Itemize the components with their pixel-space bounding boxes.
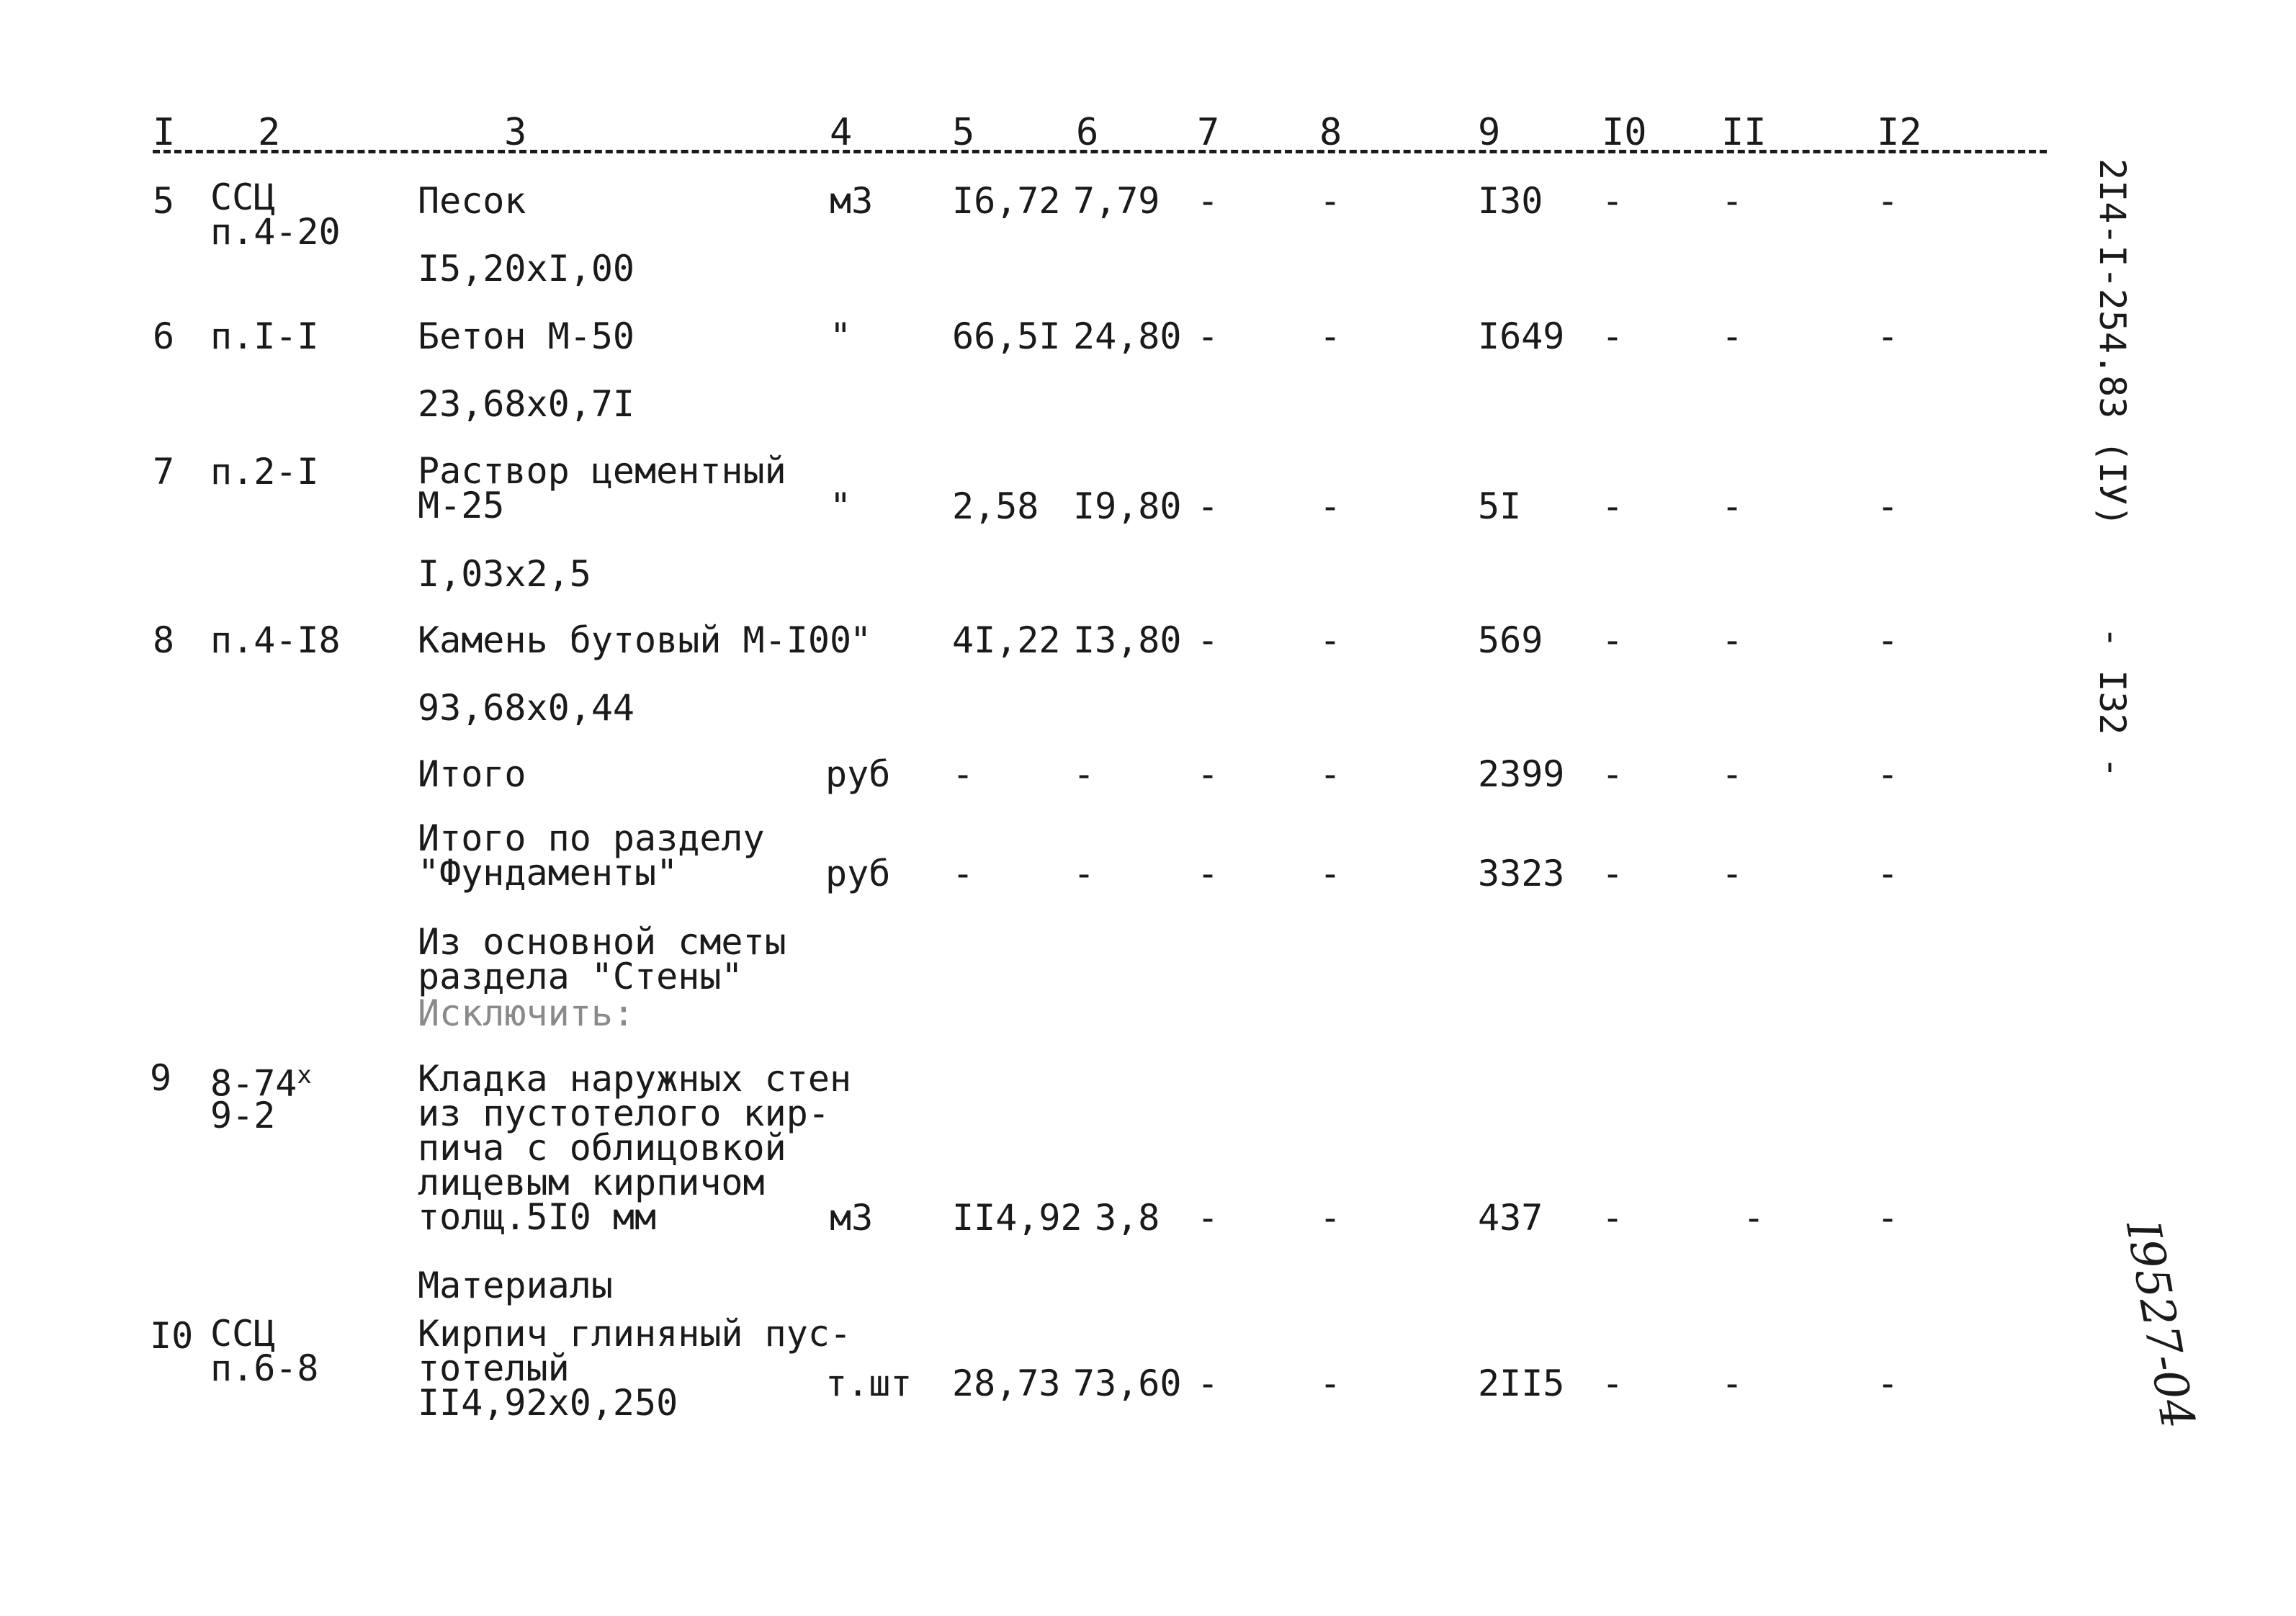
- row-col-9: 569: [1478, 619, 1543, 661]
- row-formula: I,03х2,5: [418, 553, 591, 595]
- row-description: Песок: [418, 180, 526, 222]
- header-col-8: 8: [1319, 111, 1342, 154]
- row-col-12: -: [1877, 619, 1899, 661]
- row-code: п.2-I: [210, 451, 319, 493]
- page-number: - I32 -: [2091, 627, 2133, 778]
- row-col-12: -: [1877, 1363, 1899, 1404]
- row-col-6: 7,79: [1073, 180, 1160, 222]
- row-col-10: -: [1602, 753, 1624, 795]
- row-code: ССЦ п.4-20: [210, 176, 341, 253]
- row-col-9: 3323: [1478, 853, 1565, 894]
- header-col-4: 4: [830, 111, 853, 154]
- row-col-9: I30: [1478, 180, 1543, 222]
- row-col-9: 437: [1478, 1197, 1543, 1239]
- row-col-10: -: [1602, 315, 1624, 357]
- row-col-11: -: [1721, 853, 1744, 894]
- row-col-8: -: [1319, 619, 1342, 661]
- row-col-7: -: [1197, 853, 1219, 894]
- section-total-label: Итого по разделу "Фундаменты": [418, 817, 765, 894]
- row-col-5: -: [952, 753, 974, 795]
- row-col-11: -: [1721, 619, 1744, 661]
- header-col-9: 9: [1478, 111, 1501, 154]
- row-unit: ": [850, 619, 872, 661]
- row-col-12: -: [1877, 753, 1899, 795]
- row-col-10: -: [1602, 619, 1624, 661]
- row-col-6: I3,80: [1073, 619, 1182, 661]
- row-col-7: -: [1197, 619, 1219, 661]
- row-description: Кирпич глиняный пус- тотелый II4,92х0,250: [418, 1313, 852, 1424]
- row-number: 8: [153, 619, 175, 661]
- row-number: 7: [153, 451, 175, 493]
- row-number: I0: [150, 1315, 194, 1357]
- row-formula: 23,68х0,7I: [418, 383, 635, 425]
- row-code: ССЦ п.6-8: [210, 1313, 319, 1389]
- row-col-6: 24,80: [1073, 315, 1182, 357]
- row-col-5: 28,73: [952, 1363, 1061, 1404]
- row-unit: м3: [830, 180, 874, 222]
- row-code: п.4-I8: [210, 619, 341, 661]
- exclude-label: Исключить:: [418, 992, 635, 1034]
- row-col-11: -: [1743, 1197, 1765, 1239]
- row-col-11: -: [1721, 180, 1744, 222]
- row-description: Бетон М-50: [418, 315, 635, 357]
- row-col-10: -: [1602, 485, 1624, 527]
- materials-heading: Материалы: [418, 1265, 613, 1306]
- row-code: п.I-I: [210, 315, 319, 357]
- row-col-11: -: [1721, 315, 1744, 357]
- row-unit: ": [830, 315, 852, 357]
- row-col-7: -: [1197, 1363, 1219, 1404]
- header-col-5: 5: [952, 111, 975, 154]
- row-col-8: -: [1319, 485, 1342, 527]
- row-col-5: -: [952, 853, 974, 894]
- header-dashed-rule: [153, 150, 2047, 153]
- row-col-7: -: [1197, 753, 1219, 795]
- section-note: Из основной сметы раздела "Стены": [418, 921, 786, 997]
- row-col-9: I649: [1478, 315, 1565, 357]
- row-col-9: 2399: [1478, 753, 1565, 795]
- row-col-7: -: [1197, 180, 1219, 222]
- row-col-6: 73,60: [1073, 1363, 1182, 1404]
- row-unit: т.шт: [825, 1363, 912, 1404]
- row-col-12: -: [1877, 180, 1899, 222]
- row-col-8: -: [1319, 180, 1342, 222]
- row-unit: м3: [830, 1197, 874, 1239]
- row-unit: ": [830, 485, 852, 527]
- row-col-10: -: [1602, 1197, 1624, 1239]
- row-code-secondary: 9-2: [210, 1095, 276, 1136]
- row-col-10: -: [1602, 853, 1624, 894]
- header-col-10: I0: [1602, 111, 1647, 154]
- header-col-1: I: [153, 111, 176, 154]
- row-col-8: -: [1319, 315, 1342, 357]
- row-col-12: -: [1877, 853, 1899, 894]
- row-col-5: I6,72: [952, 180, 1061, 222]
- row-col-10: -: [1602, 180, 1624, 222]
- header-col-6: 6: [1076, 111, 1099, 154]
- subtotal-label: Итого: [418, 753, 526, 795]
- row-col-8: -: [1319, 1363, 1342, 1404]
- row-col-8: -: [1319, 1197, 1342, 1239]
- header-col-12: I2: [1877, 111, 1922, 154]
- row-col-7: -: [1197, 315, 1219, 357]
- row-col-8: -: [1319, 753, 1342, 795]
- row-col-12: -: [1877, 315, 1899, 357]
- row-description: Камень бутовый М-I00: [418, 619, 852, 661]
- row-unit: руб: [825, 753, 891, 795]
- handwritten-inventory-number: I9527-04: [2115, 1217, 2205, 1433]
- row-col-8: -: [1319, 853, 1342, 894]
- row-col-6: -: [1073, 853, 1095, 894]
- document-code: 2I4-I-254.83 (IУ): [2091, 158, 2133, 527]
- row-unit: руб: [825, 853, 891, 894]
- row-col-6: -: [1073, 753, 1095, 795]
- row-col-5: 4I,22: [952, 619, 1061, 661]
- row-col-9: 2II5: [1478, 1363, 1565, 1404]
- row-formula: I5,20хI,00: [418, 248, 635, 289]
- row-number: 9: [150, 1057, 172, 1099]
- row-col-9: 5I: [1478, 485, 1522, 527]
- row-col-10: -: [1602, 1363, 1624, 1404]
- header-col-11: II: [1721, 111, 1767, 154]
- row-col-7: -: [1197, 1197, 1219, 1239]
- row-col-5: 66,5I: [952, 315, 1061, 357]
- row-col-11: -: [1721, 485, 1744, 527]
- row-col-5: II4,92: [952, 1197, 1082, 1239]
- row-col-12: -: [1877, 485, 1899, 527]
- row-number: 5: [153, 180, 175, 222]
- header-col-2: 2: [258, 111, 281, 154]
- row-col-6: 3,8: [1095, 1197, 1160, 1239]
- header-col-7: 7: [1197, 111, 1220, 154]
- row-number: 6: [153, 315, 175, 357]
- row-col-6: I9,80: [1073, 485, 1182, 527]
- header-col-3: 3: [504, 111, 527, 154]
- row-col-11: -: [1721, 753, 1744, 795]
- row-description: Кладка наружных стен из пустотелого кир- пича с облицовкой лицевым кирпичом толщ.5I0 мм: [418, 1058, 852, 1238]
- row-description: Раствор цементный М-25: [418, 450, 786, 526]
- row-code: $8-74^х$: [210, 1061, 312, 1105]
- row-col-11: -: [1721, 1363, 1744, 1404]
- row-col-5: 2,58: [952, 485, 1039, 527]
- row-formula: 93,68х0,44: [418, 687, 635, 729]
- row-col-12: -: [1877, 1197, 1899, 1239]
- row-col-7: -: [1197, 485, 1219, 527]
